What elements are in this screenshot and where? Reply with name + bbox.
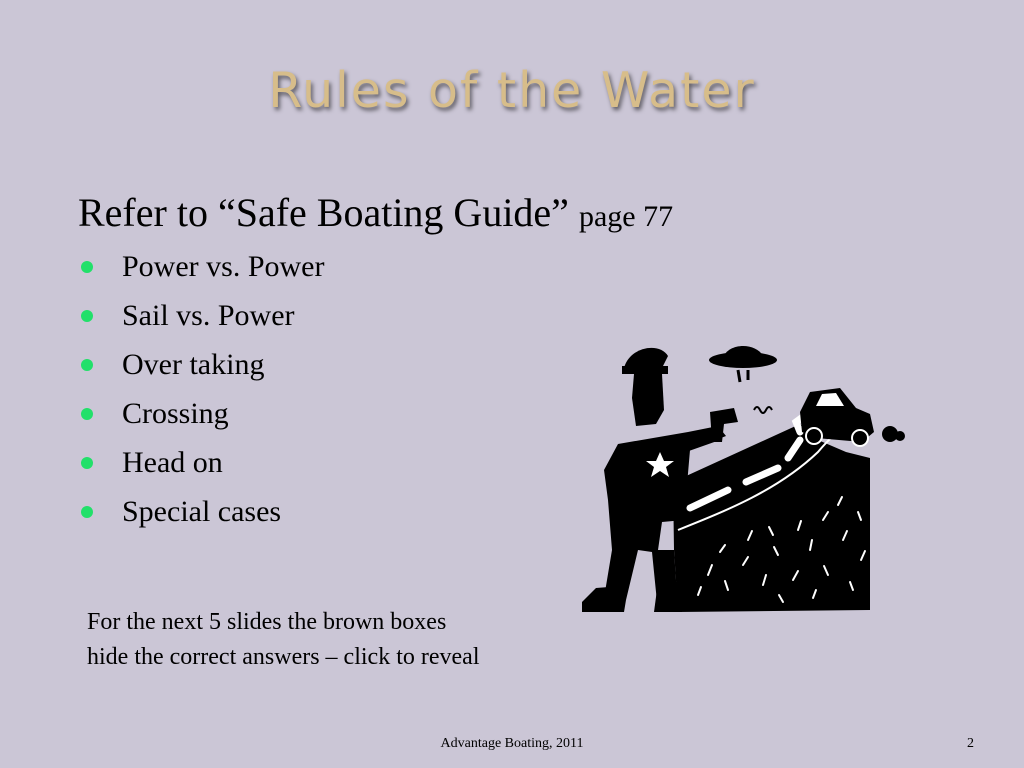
footer-text: Advantage Boating, 2011 [440,736,584,751]
bullet-dot-icon [81,506,93,518]
page-number: 2 [967,736,974,751]
bullet-item: Sail vs. Power [78,296,325,345]
bullet-item: Special cases [78,492,325,541]
bullet-dot-icon [81,408,93,420]
slide-title: Rules of the Water [268,62,756,119]
subtitle-page-ref: page 77 [578,200,674,233]
bullet-list [78,247,325,541]
bullet-dot-icon [81,457,93,469]
bullet-item: Crossing [78,394,325,443]
bullet-item: Over taking [78,345,325,394]
reveal-note [87,605,479,675]
subtitle [78,189,673,236]
reveal-note-line: For the next 5 slides the brown boxes [87,609,447,635]
reveal-note-line: hide the correct answers – click to reveal [87,644,480,670]
bullet-dot-icon [81,359,93,371]
bullet-item: Power vs. Power [78,247,325,296]
subtitle-main: Refer to “Safe Boating Guide” [78,190,569,235]
traffic-police-clipart-icon [578,340,910,615]
bullet-dot-icon [81,310,93,322]
bullet-dot-icon [81,261,93,273]
bullet-item: Head on [78,443,325,492]
